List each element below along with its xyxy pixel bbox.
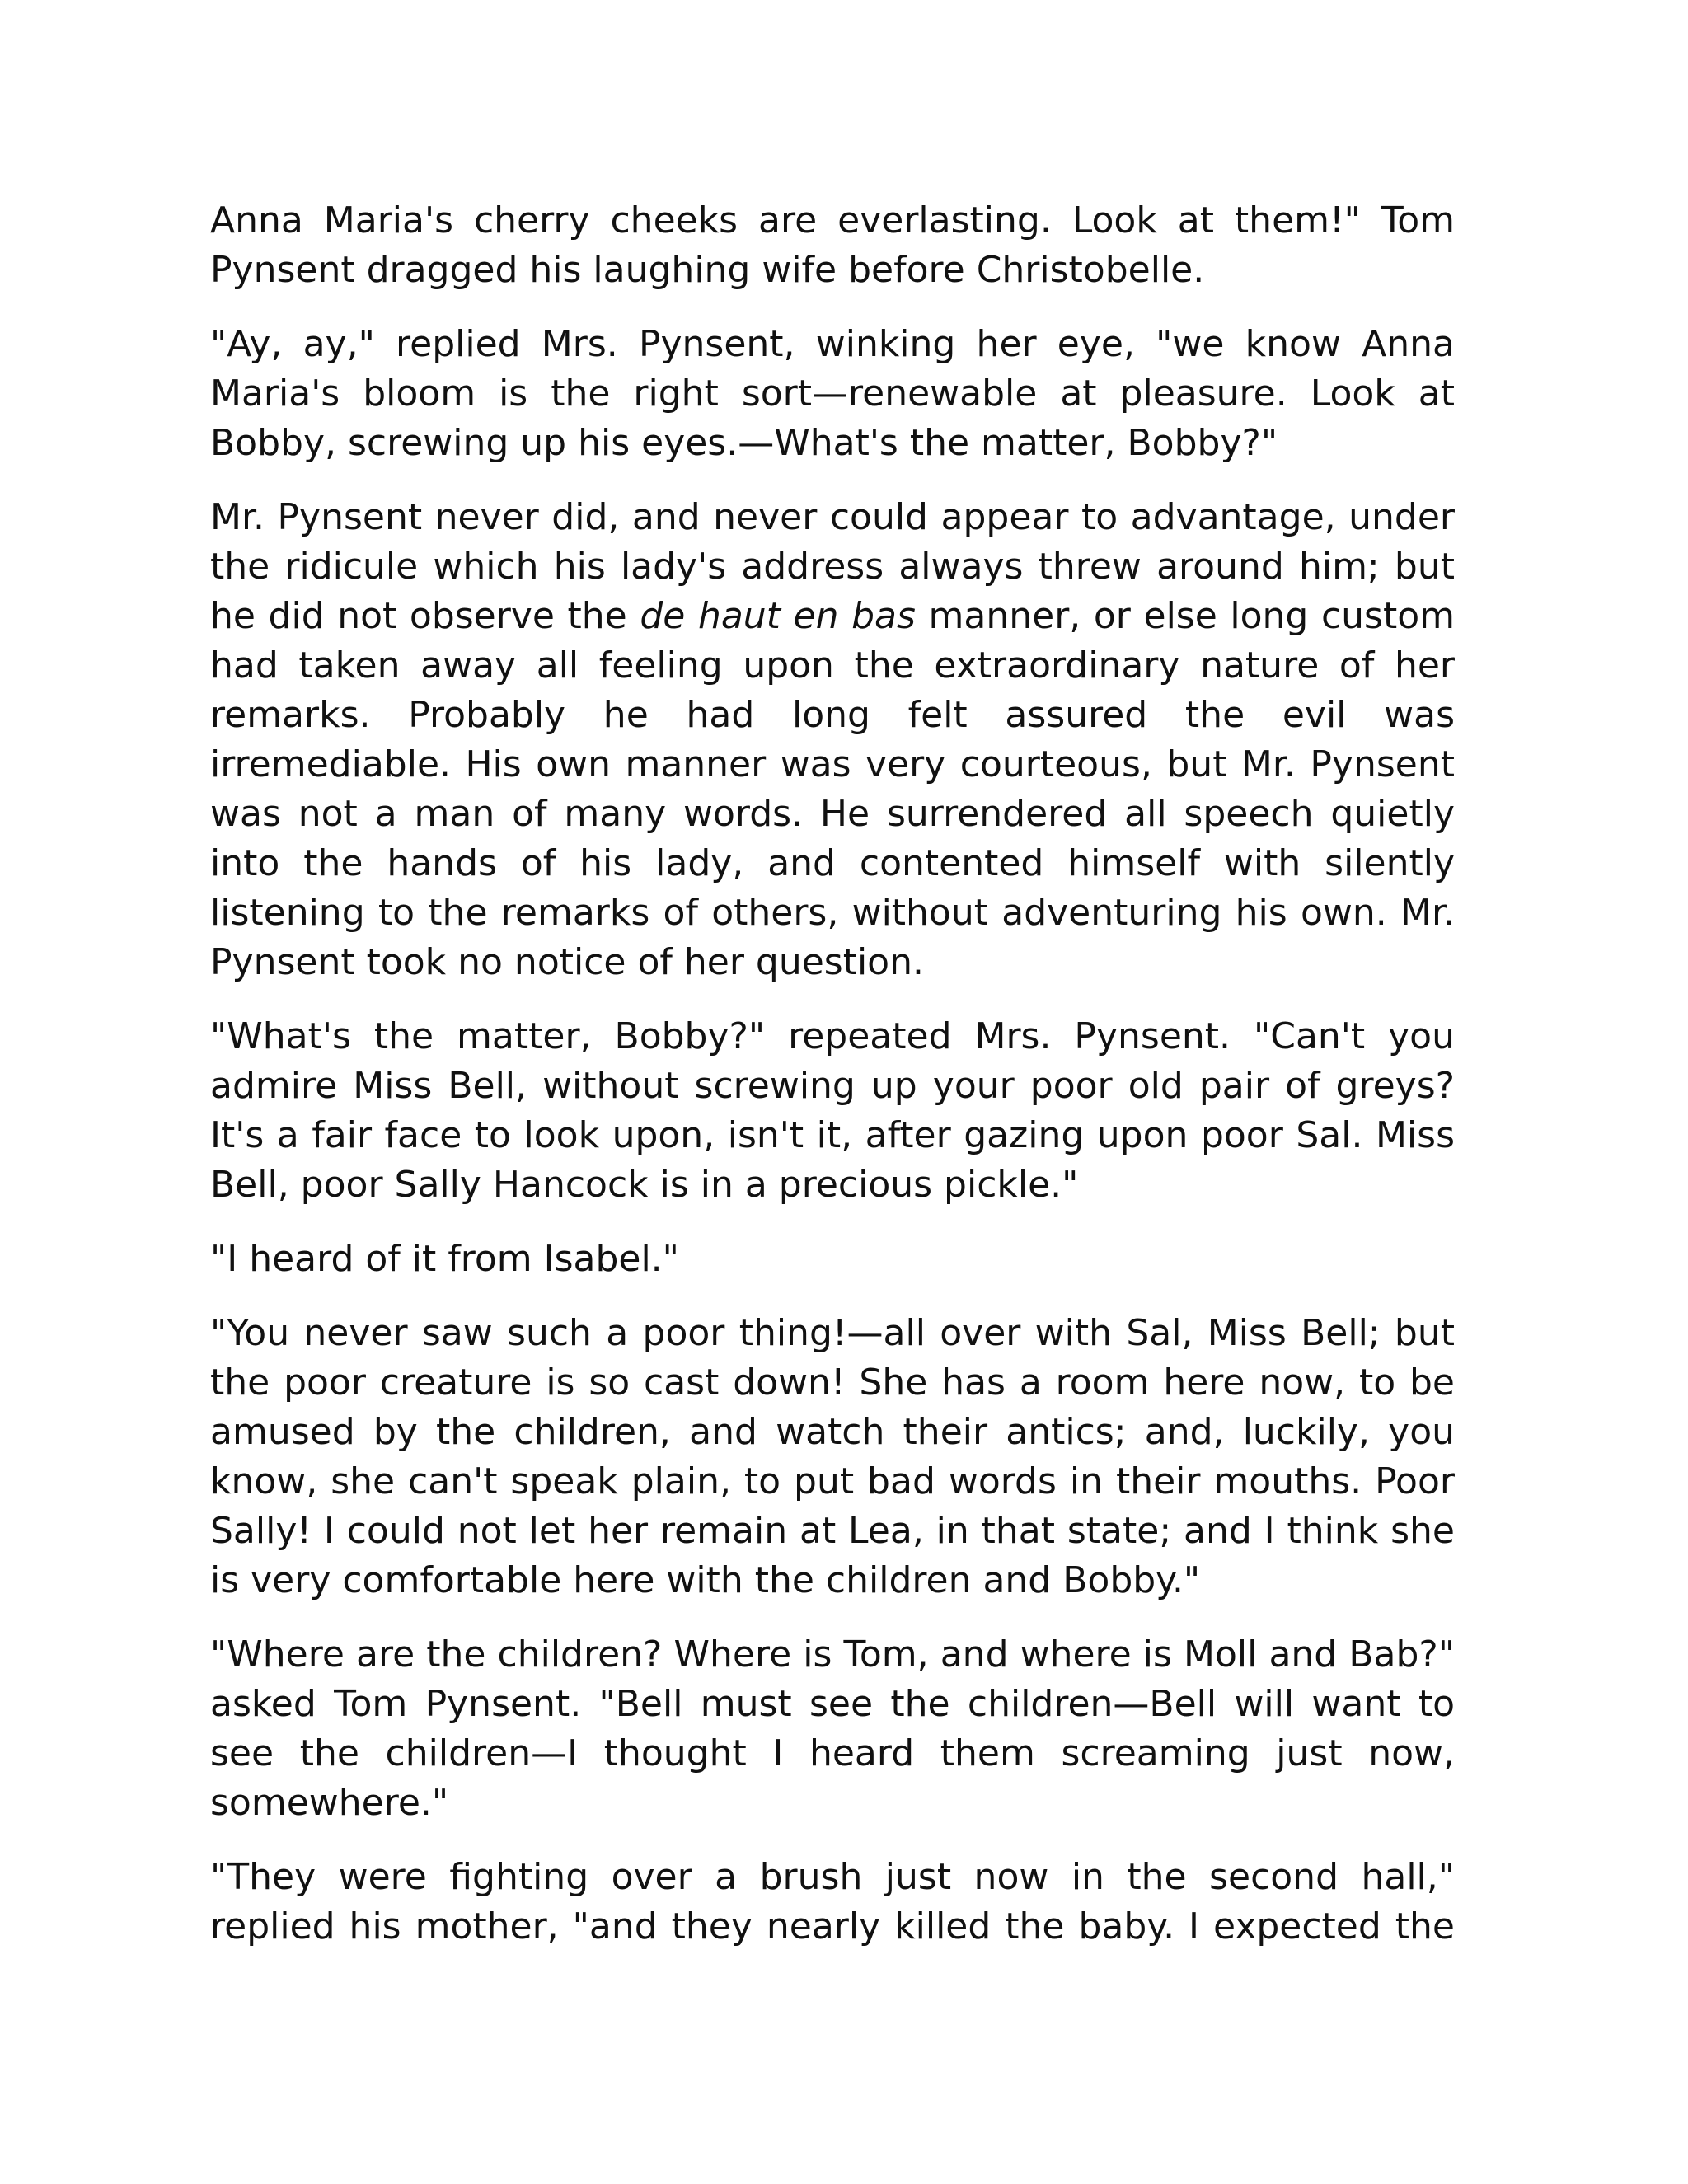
paragraph-4: "What's the matter, Bobby?" repeated Mrs. Pynsent. "Can't you admire Miss Bell, without screwing up your poor old pair of greys? It's a fair face to look upon, isn't it, after gazing upon poor Sal. Miss Bell, poor Sally Hancock is in a precious pickle." <box>210 1015 1455 1206</box>
paragraph-6: "You never saw such a poor thing!—all over with Sal, Miss Bell; but the poor creature is so cast down! She has a room here now, to be amused by the children, and watch their antics; and, luckily, you know, she can't speak plain, to put bad words in their mouths. Poor Sally! I could not let her remain at Lea, in that state; and I think she is very comfortable here with the children and Bobby." <box>210 1312 1455 1601</box>
paragraph-5: "I heard of it from Isabel." <box>210 1238 679 1280</box>
paragraph-8: "They were fighting over a brush just now in the second hall," replied his mother, "and they nearly killed the baby. I expected the <box>210 1856 1455 1947</box>
paragraph-3-text-before: Mr. Pynsent never did, and never could appear to advantage, under the ridicule which his lady's address always threw around him; but he did not observe the <box>210 496 1455 637</box>
paragraph-2: "Ay, ay," replied Mrs. Pynsent, winking her eye, "we know Anna Maria's bloom is the right sort—renewable at pleasure. Look at Bobby, screwing up his eyes.—What's the matter, Bobby?" <box>210 323 1455 464</box>
document-page <box>210 196 1455 1976</box>
paragraph-3-text-after: manner, or else long custom had taken away all feeling upon the extraordinary nature of her remarks. Probably he had long felt assured the evil was irremediable. His own manner was very courteous, but Mr. Pynsent was not a man of many words. He surrendered all speech quietly into the hands of his lady, and contented himself with silently listening to the remarks of others, without adventuring his own. Mr. Pynsent took no notice of her question. <box>210 595 1455 983</box>
paragraph-7: "Where are the children? Where is Tom, and where is Moll and Bab?" asked Tom Pynsent. "Bell must see the children—Bell will want to see the children—I thought I heard them screaming just now, somewhere." <box>210 1633 1455 1824</box>
paragraph-1: Anna Maria's cherry cheeks are everlasting. Look at them!" Tom Pynsent dragged his laughing wife before Christobelle. <box>210 199 1455 291</box>
italic-phrase: de haut en bas <box>640 595 916 637</box>
paragraph-3 <box>210 493 1455 987</box>
